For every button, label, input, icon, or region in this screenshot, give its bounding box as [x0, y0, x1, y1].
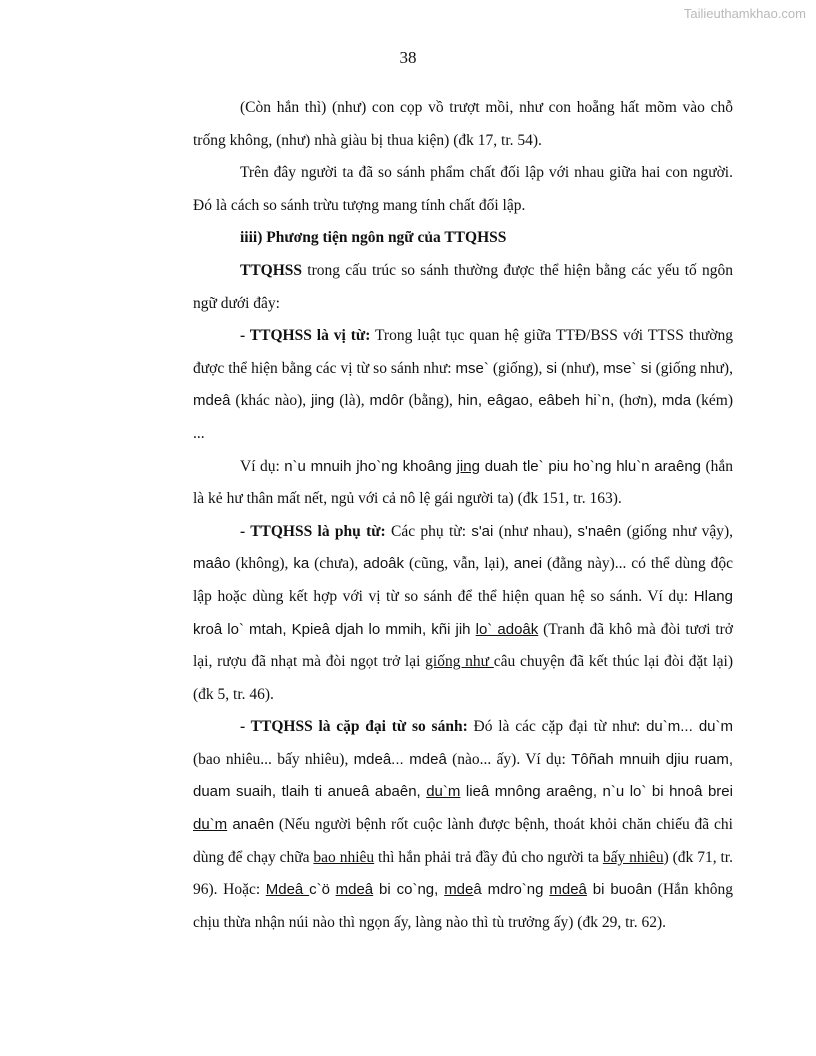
text-run: hin, eâgao, eâbeh hi`n, — [457, 392, 615, 410]
paragraph-1 — [193, 92, 733, 157]
text-run: (Còn hắn thì) (như) con cọp vồ trượt mồi, như con hoẵng hất mõm vào chỗ trống không, (như) nhà giàu bị thua kiện) (đk 17, tr. 54). — [193, 99, 733, 149]
document-body — [193, 92, 733, 939]
text-run: (giống), — [488, 359, 547, 377]
text-run: ) (đk 71, tr. 96). Hoặc: — [193, 848, 733, 899]
text-run: ka — [293, 555, 310, 573]
text-run: (không), — [230, 555, 294, 573]
text-run: (bằng), — [403, 392, 458, 410]
text-run: thì hắn phải trả đầy đủ cho người ta — [374, 848, 603, 866]
section-heading — [193, 222, 733, 255]
text-run: â mdro`ng — [473, 881, 550, 899]
text-run: du`m — [426, 783, 461, 801]
text-run: TTQHSS — [240, 261, 303, 279]
text-run: Ví dụ: — [240, 457, 285, 475]
text-run: Mdeâ — [265, 881, 310, 899]
text-run: jing — [311, 392, 335, 410]
text-run: mdeâ... mdeâ — [353, 750, 447, 768]
text-run: mdeâ — [193, 392, 231, 410]
text-run: bấy nhiêu — [602, 848, 664, 866]
text-run: Các phụ từ: — [385, 522, 472, 540]
text-run: (đằng này)... có thể dùng độc lập hoặc dùng kết hợp với vị từ so sánh để thể hiện quan hệ so sánh. Ví dụ: — [193, 555, 734, 605]
paragraph-pronoun-pair — [193, 711, 733, 939]
text-run: mdôr — [369, 392, 404, 410]
text-run: Trong luật tục quan hệ giữa TTĐ/BSS với TTSS thường được thể hiện bằng các vị từ so sánh như: — [193, 327, 733, 377]
text-run: iiii) Phương tiện ngôn ngữ của TTQHSS — [240, 229, 507, 247]
text-run: (là), — [334, 392, 370, 410]
text-run: - TTQHSS là vị từ: — [240, 327, 371, 345]
text-run: n`u mnuih jho`ng khoâng — [284, 457, 457, 475]
text-run: (bao nhiêu... bấy nhiêu), — [193, 750, 354, 768]
paragraph-2 — [193, 157, 733, 222]
text-run: mse` — [455, 359, 489, 377]
text-run: (Nếu người bệnh rốt cuộc lành được bệnh, thoát khỏi chăn chiếu đã chi dùng để chạy chữa — [193, 816, 733, 866]
paragraph-predicate — [193, 320, 733, 450]
text-run: s'naên — [577, 522, 622, 540]
text-run: mda — [661, 392, 692, 410]
text-run: (nào... ấy). Ví dụ: — [446, 750, 572, 768]
text-run: si — [546, 359, 558, 377]
text-run: Tôñah mnuih djiu ruam, duam suaih, tlaih ti anueâ abaên, — [193, 750, 733, 801]
text-run: (chưa), — [309, 555, 364, 573]
page-number: 38 — [399, 48, 417, 67]
text-run: bi buoân — [586, 881, 653, 899]
text-run: câu chuyện đã kết thúc lại đòi đặt lại) (đk 5, tr. 46). — [193, 653, 733, 703]
text-run: duah tle` piu ho`ng hlu`n araêng — [479, 457, 702, 475]
text-run: (khác nào), — [230, 392, 312, 410]
text-run: Hlang kroâ lo` mtah, Kpieâ djah lo mmih, kñi jih — [193, 587, 733, 638]
text-run: (Hắn không chịu thừa nhận núi nào thì ngọn ấy, làng nào thì tù trưởng ấy) (đk 29, tr. 62). — [193, 881, 733, 931]
text-run: maâo — [193, 555, 231, 573]
text-run: anei — [513, 555, 543, 573]
text-run: trong cấu trúc so sánh thường được thể hiện bằng các yếu tố ngôn ngữ dưới đây: — [193, 261, 733, 312]
text-run: (như), — [557, 359, 604, 377]
text-run: mdeâ — [335, 881, 374, 899]
text-run: lo` adoâk — [475, 620, 539, 638]
text-run: Trên đây người ta đã so sánh phẩm chất đối lập với nhau giữa hai con người. Đó là cách so sánh trừu tượng mang tính chất đối lập. — [193, 164, 733, 214]
watermark: Tailieuthamkhao.com — [683, 6, 806, 21]
text-run: - TTQHSS là phụ từ: — [240, 522, 386, 540]
text-run: lieâ mnông araêng, n`u lo` bi hnoâ brei — [460, 783, 733, 801]
text-run: s'ai — [471, 522, 494, 540]
text-run: Đó là các cặp đại từ như: — [467, 718, 647, 736]
text-run: mse` si — [603, 359, 652, 377]
text-run: giống như — [425, 653, 494, 671]
text-run: - TTQHSS là cặp đại từ so sánh: — [240, 718, 468, 736]
text-run: (Tranh đã khô mà đòi tươi trở lại, rượu đã nhạt mà đòi ngọt trở lại — [193, 620, 733, 671]
text-run: du`m... du`m — [646, 718, 733, 736]
text-run: adoâk — [363, 555, 405, 573]
paragraph-adverb — [193, 516, 733, 712]
paragraph-example-1 — [193, 451, 733, 516]
text-run: (giống như), — [651, 359, 733, 377]
text-run: (hơn), — [614, 392, 662, 410]
paragraph-3 — [193, 255, 733, 320]
text-run: mde — [444, 881, 474, 899]
text-run: c`ö — [309, 881, 331, 899]
text-run: jing — [456, 457, 480, 475]
text-run: du`m — [193, 816, 228, 834]
text-run: (kém) ... — [193, 392, 733, 442]
text-run: anaên — [227, 816, 275, 834]
text-run: bao nhiêu — [313, 848, 375, 866]
text-run: mdeâ — [549, 881, 587, 899]
text-run: (cũng, vẫn, lại), — [404, 555, 514, 573]
text-run: (như nhau), — [493, 522, 578, 540]
text-run: (giống như vậy), — [621, 522, 733, 540]
text-run: (hắn là kẻ hư thân mất nết, ngủ với cả nô lệ gái người ta) (đk 151, tr. 163). — [193, 457, 733, 508]
text-run: bi co`ng, — [373, 881, 445, 899]
